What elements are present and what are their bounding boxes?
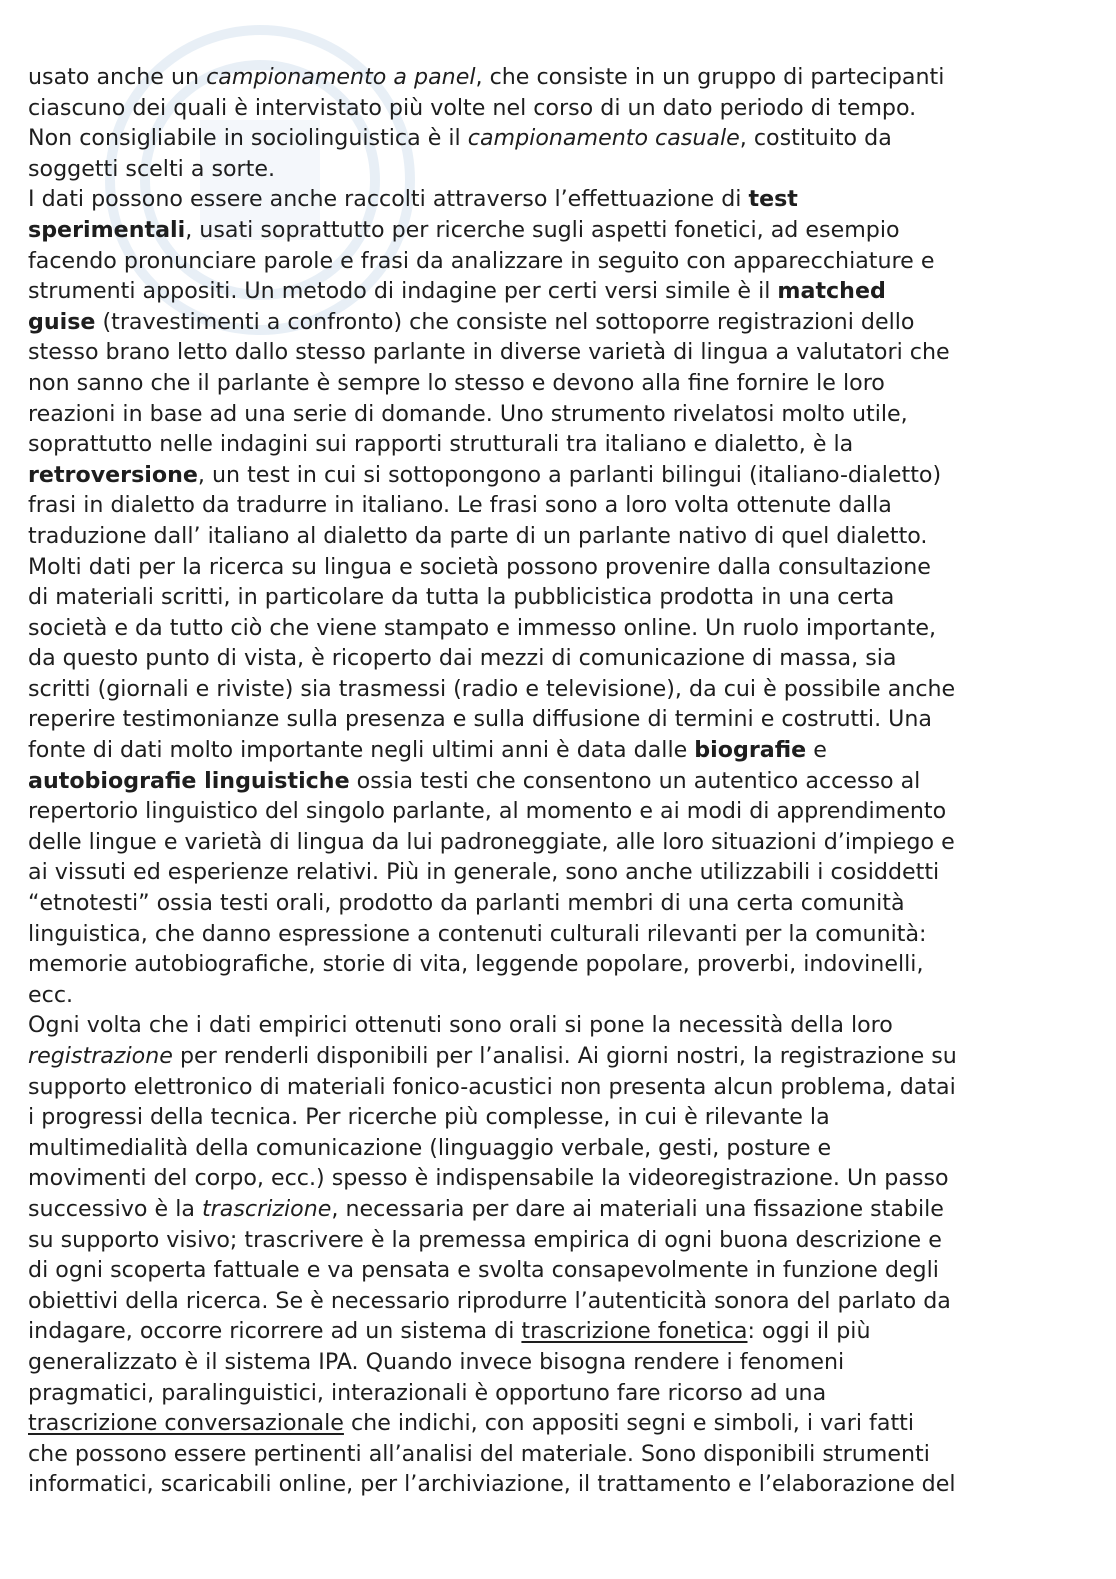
text-run: scritti (giornali e riviste) sia trasmessi (radio e televisione), da cui è possibile anche: [28, 675, 956, 702]
bold-term: matched: [777, 278, 886, 305]
text-run: linguistica, che danno espressione a contenuti culturali rilevanti per la comunità:: [28, 920, 927, 947]
bold-term: biografie: [694, 737, 807, 764]
text-line: [28, 888, 1090, 919]
text-line: [28, 337, 1090, 368]
text-run: “etnotesti” ossia testi orali, prodotto da parlanti membri di una certa comunità: [28, 890, 905, 917]
text-run: non sanno che il parlante è sempre lo stesso e devono alla fine fornire le loro: [28, 369, 885, 396]
text-line: [28, 919, 1090, 950]
text-line: [28, 276, 1090, 307]
text-line: [28, 1102, 1090, 1133]
text-run: ossia testi che consentono un autentico accesso al: [349, 767, 921, 794]
text-line: [28, 1133, 1090, 1164]
text-line: [28, 1408, 1090, 1439]
italic-term: trascrizione: [201, 1195, 332, 1222]
text-line: [28, 184, 1090, 215]
text-run: frasi in dialetto da tradurre in italiano. Le frasi sono a loro volta ottenute dalla: [28, 492, 892, 519]
text-run: reazioni in base ad una serie di domande. Uno strumento rivelatosi molto utile,: [28, 400, 908, 427]
text-run: che indichi, con appositi segni e simboli, i vari fatti: [343, 1410, 914, 1437]
text-run: e: [806, 737, 827, 764]
text-line: [28, 1010, 1090, 1041]
text-line: [28, 643, 1090, 674]
bold-term: retroversione: [28, 461, 198, 488]
text-run: , che consiste in un gruppo di partecipanti: [475, 64, 945, 90]
text-run: Non consigliabile in sociolinguistica è il: [28, 125, 468, 152]
text-run: Molti dati per la ricerca su lingua e società possono provenire dalla consultazione: [28, 553, 931, 580]
text-line: [28, 1163, 1090, 1194]
text-line: [28, 552, 1090, 583]
text-line: [28, 154, 1090, 185]
italic-term: registrazione: [28, 1043, 173, 1069]
text-run: informatici, scaricabili online, per l’archiviazione, il trattamento e l’elaborazione del: [28, 1471, 956, 1498]
italic-term: campionamento a panel: [206, 64, 476, 90]
bold-term: guise: [28, 308, 96, 335]
text-run: su supporto visivo; trascrivere è la premessa empirica di ogni buona descrizione e: [28, 1226, 942, 1253]
text-run: per renderli disponibili per l’analisi. Ai giorni nostri, la registrazione su: [172, 1043, 957, 1069]
text-line: [28, 1072, 1090, 1103]
text-run: usato anche un: [28, 64, 207, 90]
text-line: [28, 1286, 1090, 1317]
text-line: [28, 613, 1090, 644]
text-line: [28, 735, 1090, 766]
text-run: indagare, occorre ricorrere ad un sistema di: [28, 1318, 522, 1345]
text-run: supporto elettronico di materiali fonico-acustici non presenta alcun problema, datai: [28, 1073, 956, 1100]
text-line: [28, 490, 1090, 521]
text-run: facendo pronunciare parole e frasi da analizzare in seguito con apparecchiature e: [28, 247, 935, 274]
text-line: [28, 307, 1090, 338]
text-line: [28, 980, 1090, 1011]
text-run: società e da tutto ciò che viene stampato e immesso online. Un ruolo importante,: [28, 614, 937, 641]
text-run: Ogni volta che i dati empirici ottenuti sono orali si pone la necessità della loro: [28, 1012, 893, 1039]
text-run: , necessaria per dare ai materiali una fissazione stabile: [331, 1195, 944, 1222]
text-run: pragmatici, paralinguistici, interazionali è opportuno fare ricorso ad una: [28, 1379, 827, 1406]
text-line: [28, 215, 1090, 246]
text-line: [28, 1469, 1090, 1500]
text-run: soprattutto nelle indagini sui rapporti strutturali tra italiano e dialetto, è la: [28, 431, 854, 458]
text-line: [28, 62, 1090, 93]
bold-term: test: [748, 186, 798, 213]
text-line: [28, 827, 1090, 858]
text-line: [28, 521, 1090, 552]
text-line: [28, 246, 1090, 277]
text-run: soggetti scelti a sorte.: [28, 155, 276, 182]
underlined-term: trascrizione fonetica: [521, 1318, 748, 1345]
text-run: generalizzato è il sistema IPA. Quando invece bisogna rendere i fenomeni: [28, 1348, 845, 1375]
text-line: [28, 674, 1090, 705]
paragraph: [28, 184, 1090, 551]
text-run: ecc.: [28, 981, 74, 1008]
text-run: delle lingue e varietà di lingua da lui padroneggiate, alle loro situazioni d’impiego e: [28, 828, 955, 855]
text-line: [28, 1378, 1090, 1409]
text-line: [28, 1225, 1090, 1256]
text-line: [28, 704, 1090, 735]
text-run: che possono essere pertinenti all’analisi del materiale. Sono disponibili strumenti: [28, 1440, 930, 1467]
text-run: di materiali scritti, in particolare da tutta la pubblicistica prodotta in una certa: [28, 584, 895, 611]
text-line: [28, 1255, 1090, 1286]
text-run: ai vissuti ed esperienze relativi. Più in generale, sono anche utilizzabili i cosiddetti: [28, 859, 940, 886]
text-run: obiettivi della ricerca. Se è necessario riprodurre l’autenticità sonora del parlato da: [28, 1287, 951, 1314]
text-line: [28, 796, 1090, 827]
text-run: stesso brano letto dallo stesso parlante in diverse varietà di lingua a valutatori che: [28, 339, 950, 366]
text-line: [28, 1439, 1090, 1470]
text-run: memorie autobiografiche, storie di vita, leggende popolare, proverbi, indovinelli,: [28, 951, 924, 978]
text-run: successivo è la: [28, 1195, 202, 1222]
text-line: [28, 949, 1090, 980]
paragraph: [28, 552, 1090, 1011]
text-line: [28, 857, 1090, 888]
text-line: [28, 1316, 1090, 1347]
document-body: [28, 62, 1090, 1500]
text-line: [28, 1194, 1090, 1225]
paragraph: [28, 62, 1090, 184]
bold-term: sperimentali: [28, 216, 186, 243]
text-line: [28, 766, 1090, 797]
text-run: da questo punto di vista, è ricoperto dai mezzi di comunicazione di massa, sia: [28, 645, 897, 672]
text-line: [28, 93, 1090, 124]
bold-term: autobiografie linguistiche: [28, 767, 350, 794]
text-run: , usati soprattutto per ricerche sugli aspetti fonetici, ad esempio: [185, 216, 900, 243]
paragraph: [28, 1010, 1090, 1500]
text-run: multimedialità della comunicazione (linguaggio verbale, gesti, posture e: [28, 1134, 832, 1161]
text-line: [28, 1041, 1090, 1072]
text-line: [28, 429, 1090, 460]
text-run: i progressi della tecnica. Per ricerche più complesse, in cui è rilevante la: [28, 1104, 830, 1131]
text-line: [28, 368, 1090, 399]
text-run: traduzione dall’ italiano al dialetto da parte di un parlante nativo di quel dialetto.: [28, 522, 928, 549]
text-run: , un test in cui si sottopongono a parlanti bilingui (italiano-dialetto): [197, 461, 942, 488]
text-run: strumenti appositi. Un metodo di indagine per certi versi simile è il: [28, 278, 778, 305]
text-run: di ogni scoperta fattuale e va pensata e svolta consapevolmente in funzione degli: [28, 1257, 939, 1284]
text-run: (travestimenti a confronto) che consiste nel sottoporre registrazioni dello: [95, 308, 915, 335]
text-line: [28, 1347, 1090, 1378]
text-line: [28, 123, 1090, 154]
italic-term: campionamento casuale: [467, 125, 740, 152]
text-run: , costituito da: [739, 125, 892, 152]
text-run: reperire testimonianze sulla presenza e sulla diffusione di termini e costrutti. Una: [28, 706, 932, 733]
text-line: [28, 582, 1090, 613]
text-run: : oggi il più: [747, 1318, 871, 1345]
underlined-term: trascrizione conversazionale: [28, 1410, 344, 1437]
text-run: ciascuno dei quali è intervistato più volte nel corso di un dato periodo di tempo.: [28, 94, 917, 121]
text-line: [28, 399, 1090, 430]
text-run: fonte di dati molto importante negli ultimi anni è data dalle: [28, 737, 695, 764]
text-run: movimenti del corpo, ecc.) spesso è indispensabile la videoregistrazione. Un passo: [28, 1165, 949, 1192]
text-run: repertorio linguistico del singolo parlante, al momento e ai modi di apprendimento: [28, 798, 947, 825]
text-run: I dati possono essere anche raccolti attraverso l’effettuazione di: [28, 186, 749, 213]
text-line: [28, 460, 1090, 491]
